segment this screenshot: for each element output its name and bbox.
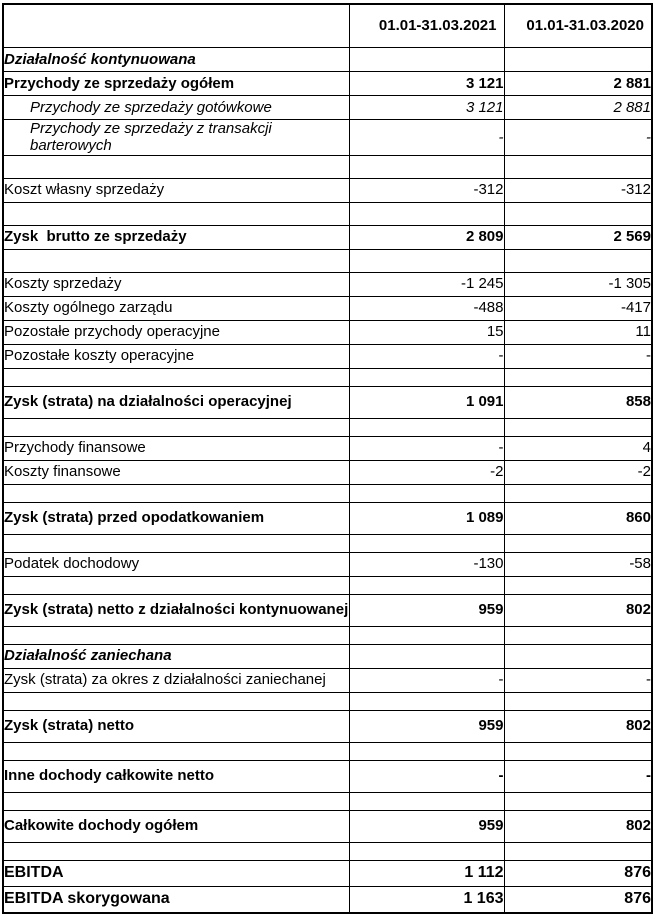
spacer-row bbox=[3, 792, 652, 810]
value-2020: 860 bbox=[504, 502, 652, 534]
value-2021: 959 bbox=[349, 594, 504, 626]
row-label bbox=[3, 692, 349, 710]
value-2021: -2 bbox=[349, 460, 504, 484]
value-2020 bbox=[504, 626, 652, 644]
value-2020: 876 bbox=[504, 886, 652, 913]
row-label bbox=[3, 484, 349, 502]
value-2021 bbox=[349, 842, 504, 860]
value-2020: - bbox=[504, 668, 652, 692]
table-row bbox=[3, 386, 652, 418]
table-row bbox=[3, 320, 652, 344]
value-2021: 959 bbox=[349, 810, 504, 842]
value-2020 bbox=[504, 202, 652, 225]
value-2021: -488 bbox=[349, 296, 504, 320]
value-2021 bbox=[349, 48, 504, 72]
row-label: EBITDA skorygowana bbox=[3, 886, 349, 913]
spacer-row bbox=[3, 418, 652, 436]
value-2021: - bbox=[349, 668, 504, 692]
value-2020 bbox=[504, 644, 652, 668]
value-2020 bbox=[504, 842, 652, 860]
value-2020 bbox=[504, 418, 652, 436]
row-label: Przychody ze sprzedaży ogółem bbox=[3, 72, 349, 96]
value-2021 bbox=[349, 644, 504, 668]
table-row bbox=[3, 886, 652, 913]
value-2021: - bbox=[349, 760, 504, 792]
value-2021 bbox=[349, 576, 504, 594]
row-label bbox=[3, 418, 349, 436]
value-2020: -312 bbox=[504, 178, 652, 202]
table-row bbox=[3, 344, 652, 368]
value-2020: 2 881 bbox=[504, 96, 652, 120]
table-row bbox=[3, 225, 652, 249]
value-2021 bbox=[349, 792, 504, 810]
value-2021 bbox=[349, 249, 504, 272]
value-2020 bbox=[504, 534, 652, 552]
spacer-row bbox=[3, 534, 652, 552]
row-label: Koszt własny sprzedaży bbox=[3, 178, 349, 202]
table-row bbox=[3, 810, 652, 842]
row-label: Inne dochody całkowite netto bbox=[3, 760, 349, 792]
table-row bbox=[3, 72, 652, 96]
row-label: Koszty finansowe bbox=[3, 460, 349, 484]
value-2020: -58 bbox=[504, 552, 652, 576]
row-label bbox=[3, 202, 349, 225]
value-2021 bbox=[349, 626, 504, 644]
table-body bbox=[3, 48, 652, 913]
value-2021: -1 245 bbox=[349, 272, 504, 296]
row-label: Koszty ogólnego zarządu bbox=[3, 296, 349, 320]
value-2020: 802 bbox=[504, 810, 652, 842]
value-2020 bbox=[504, 576, 652, 594]
value-2021: 3 121 bbox=[349, 96, 504, 120]
value-2020 bbox=[504, 692, 652, 710]
table-row bbox=[3, 96, 652, 120]
header-label-cell bbox=[3, 4, 349, 48]
value-2021: -312 bbox=[349, 178, 504, 202]
value-2020: - bbox=[504, 760, 652, 792]
row-label: Koszty sprzedaży bbox=[3, 272, 349, 296]
value-2021 bbox=[349, 368, 504, 386]
value-2020: 11 bbox=[504, 320, 652, 344]
header-period-2020: 01.01-31.03.2020 bbox=[504, 4, 652, 48]
value-2021: -130 bbox=[349, 552, 504, 576]
table-row bbox=[3, 436, 652, 460]
value-2020: -1 305 bbox=[504, 272, 652, 296]
value-2020: 2 881 bbox=[504, 72, 652, 96]
spacer-row bbox=[3, 626, 652, 644]
income-statement-table bbox=[2, 3, 653, 914]
value-2020 bbox=[504, 792, 652, 810]
value-2021 bbox=[349, 418, 504, 436]
row-label: Przychody ze sprzedaży z transakcji barterowych bbox=[3, 120, 349, 156]
spacer-row bbox=[3, 742, 652, 760]
table-row bbox=[3, 668, 652, 692]
row-label: Przychody ze sprzedaży gotówkowe bbox=[3, 96, 349, 120]
value-2020: -417 bbox=[504, 296, 652, 320]
row-label bbox=[3, 792, 349, 810]
value-2020: 858 bbox=[504, 386, 652, 418]
value-2021: 1 163 bbox=[349, 886, 504, 913]
value-2020: - bbox=[504, 120, 652, 156]
table-row bbox=[3, 502, 652, 534]
table-header-row bbox=[3, 4, 652, 48]
value-2020 bbox=[504, 368, 652, 386]
spacer-row bbox=[3, 249, 652, 272]
table-row bbox=[3, 594, 652, 626]
value-2020: - bbox=[504, 344, 652, 368]
value-2020: 802 bbox=[504, 594, 652, 626]
table-row bbox=[3, 552, 652, 576]
row-label: Przychody finansowe bbox=[3, 436, 349, 460]
value-2021: 1 112 bbox=[349, 860, 504, 886]
value-2021 bbox=[349, 484, 504, 502]
value-2021: 1 091 bbox=[349, 386, 504, 418]
row-label: Całkowite dochody ogółem bbox=[3, 810, 349, 842]
value-2021 bbox=[349, 742, 504, 760]
spacer-row bbox=[3, 368, 652, 386]
value-2021: 1 089 bbox=[349, 502, 504, 534]
row-label bbox=[3, 742, 349, 760]
value-2021: - bbox=[349, 344, 504, 368]
row-label bbox=[3, 842, 349, 860]
row-label: Zysk (strata) za okres z działalności zaniechanej bbox=[3, 668, 349, 692]
row-label: Działalność kontynuowana bbox=[3, 48, 349, 72]
row-label: Zysk brutto ze sprzedaży bbox=[3, 225, 349, 249]
row-label bbox=[3, 626, 349, 644]
row-label: EBITDA bbox=[3, 860, 349, 886]
row-label bbox=[3, 155, 349, 178]
table-row bbox=[3, 460, 652, 484]
row-label: Pozostałe koszty operacyjne bbox=[3, 344, 349, 368]
row-label: Zysk (strata) netto bbox=[3, 710, 349, 742]
value-2021 bbox=[349, 202, 504, 225]
value-2020: -2 bbox=[504, 460, 652, 484]
table-row bbox=[3, 760, 652, 792]
row-label bbox=[3, 249, 349, 272]
value-2021: - bbox=[349, 120, 504, 156]
row-label: Zysk (strata) na działalności operacyjnej bbox=[3, 386, 349, 418]
value-2021: 15 bbox=[349, 320, 504, 344]
spacer-row bbox=[3, 484, 652, 502]
value-2021 bbox=[349, 534, 504, 552]
row-label: Podatek dochodowy bbox=[3, 552, 349, 576]
row-label bbox=[3, 534, 349, 552]
value-2020 bbox=[504, 155, 652, 178]
value-2020: 2 569 bbox=[504, 225, 652, 249]
value-2020 bbox=[504, 484, 652, 502]
row-label bbox=[3, 368, 349, 386]
value-2021: - bbox=[349, 436, 504, 460]
spacer-row bbox=[3, 842, 652, 860]
value-2020: 802 bbox=[504, 710, 652, 742]
row-label: Pozostałe przychody operacyjne bbox=[3, 320, 349, 344]
table-row bbox=[3, 272, 652, 296]
spacer-row bbox=[3, 576, 652, 594]
value-2021 bbox=[349, 155, 504, 178]
table-row bbox=[3, 296, 652, 320]
table-row bbox=[3, 48, 652, 72]
value-2020 bbox=[504, 742, 652, 760]
value-2021 bbox=[349, 692, 504, 710]
spacer-row bbox=[3, 692, 652, 710]
table-row bbox=[3, 710, 652, 742]
table-row bbox=[3, 178, 652, 202]
value-2020 bbox=[504, 48, 652, 72]
value-2021: 2 809 bbox=[349, 225, 504, 249]
spacer-row bbox=[3, 155, 652, 178]
row-label bbox=[3, 576, 349, 594]
table-row bbox=[3, 120, 652, 156]
table-row bbox=[3, 860, 652, 886]
value-2021: 959 bbox=[349, 710, 504, 742]
value-2020: 4 bbox=[504, 436, 652, 460]
row-label: Działalność zaniechana bbox=[3, 644, 349, 668]
value-2020 bbox=[504, 249, 652, 272]
row-label: Zysk (strata) przed opodatkowaniem bbox=[3, 502, 349, 534]
table-row bbox=[3, 644, 652, 668]
header-period-2021: 01.01-31.03.2021 bbox=[349, 4, 504, 48]
row-label: Zysk (strata) netto z działalności kontynuowanej bbox=[3, 594, 349, 626]
value-2021: 3 121 bbox=[349, 72, 504, 96]
spacer-row bbox=[3, 202, 652, 225]
value-2020: 876 bbox=[504, 860, 652, 886]
